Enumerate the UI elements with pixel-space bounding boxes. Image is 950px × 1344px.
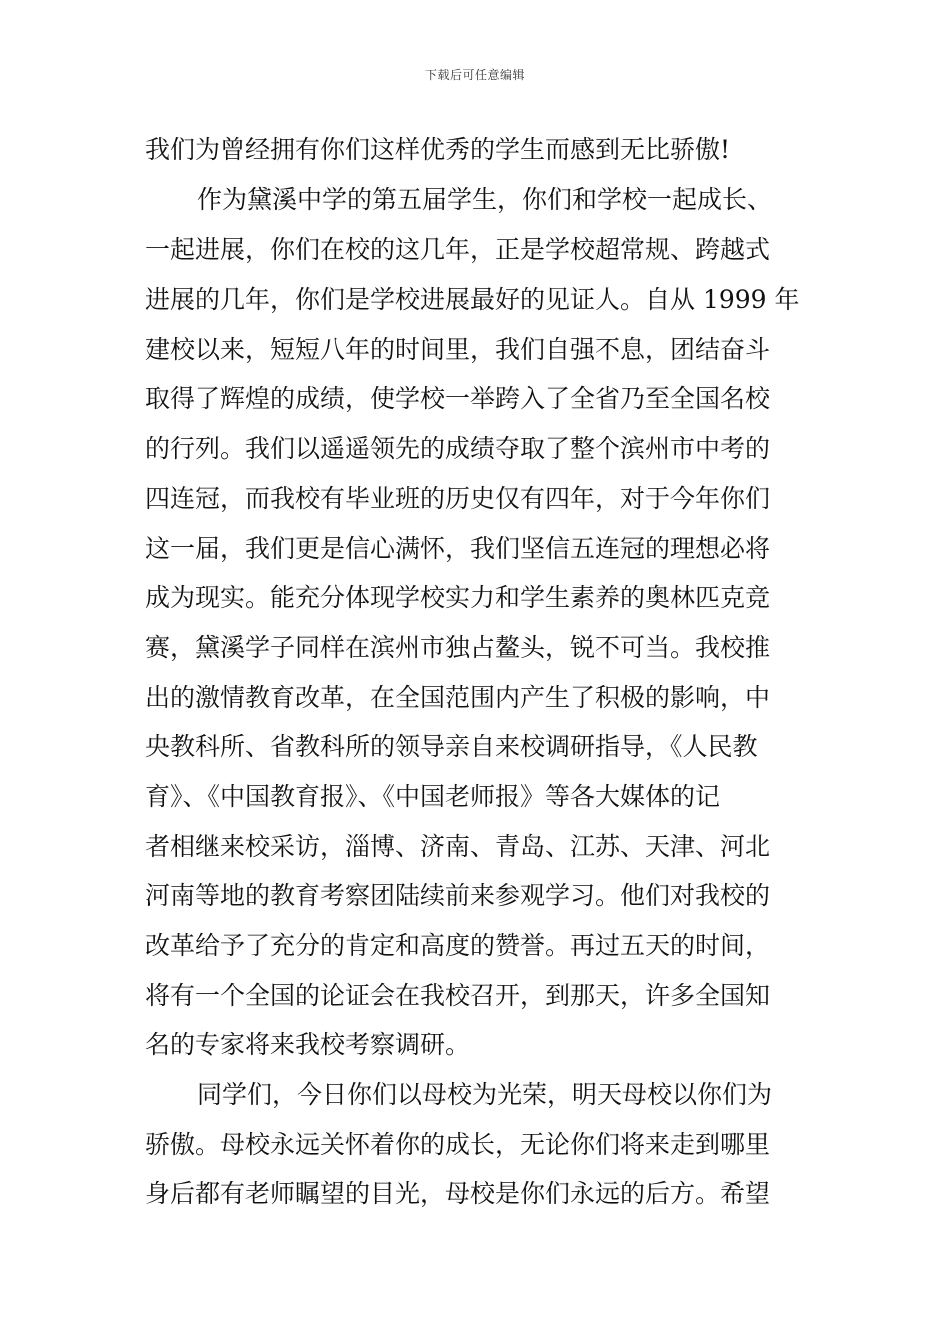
text-line: 育》、《中国教育报》、《中国老师报》等各大媒体的记 [145, 782, 721, 811]
text-line: 河南等地的教育考察团陆续前来参观学习。他们对我校的 [145, 881, 771, 910]
text-line: 一起进展，你们在校的这几年，正是学校超常规、跨越式 [145, 235, 771, 264]
text-line: 者相继来校采访，淄博、济南、青岛、江苏、天津、河北 [145, 832, 771, 861]
text-line: 四连冠，而我校有毕业班的历史仅有四年，对于今年你们 [145, 484, 771, 513]
text-line: 取得了辉煌的成绩，使学校一举跨入了全省乃至全国名校 [145, 384, 771, 413]
page-header: 下载后可任意编辑 [424, 68, 525, 82]
text-line: 这一届，我们更是信心满怀，我们坚信五连冠的理想必将 [145, 534, 771, 563]
text-line: 骄傲。母校永远关怀着你的成长，无论你们将来走到哪里 [145, 1130, 771, 1159]
paragraph-first-line: 作为黛溪中学的第五届学生，你们和学校一起成长、 [197, 185, 773, 214]
text-line: 出的激情教育改革，在全国范围内产生了积极的影响，中 [145, 683, 771, 712]
text-line: 身后都有老师瞩望的目光，母校是你们永远的后方。希望 [145, 1179, 771, 1208]
text-line: 央教科所、省教科所的领导亲自来校调研指导，《人民教 [145, 732, 758, 761]
paragraph-first-line: 同学们，今日你们以母校为光荣，明天母校以你们为 [197, 1080, 773, 1109]
text-line: 将有一个全国的论证会在我校召开，到那天，许多全国知 [145, 981, 771, 1010]
text-line: 名的专家将来我校考察调研。 [145, 1030, 471, 1059]
text-line: 的行列。我们以遥遥领先的成绩夺取了整个滨州市中考的 [145, 434, 771, 463]
text-line: 建校以来，短短八年的时间里，我们自强不息，团结奋斗 [145, 335, 771, 364]
text-line: 成为现实。能充分体现学校实力和学生素养的奥林匹克竞 [145, 583, 771, 612]
text-line: 改革给予了充分的肯定和高度的赞誉。再过五天的时间， [145, 931, 771, 960]
text-line: 赛，黛溪学子同样在滨州市独占鳌头，锐不可当。我校推 [145, 633, 771, 662]
text-line: 进展的几年，你们是学校进展最好的见证人。自从 1999 年 [145, 285, 800, 314]
text-line: 我们为曾经拥有你们这样优秀的学生而感到无比骄傲! [145, 135, 731, 164]
